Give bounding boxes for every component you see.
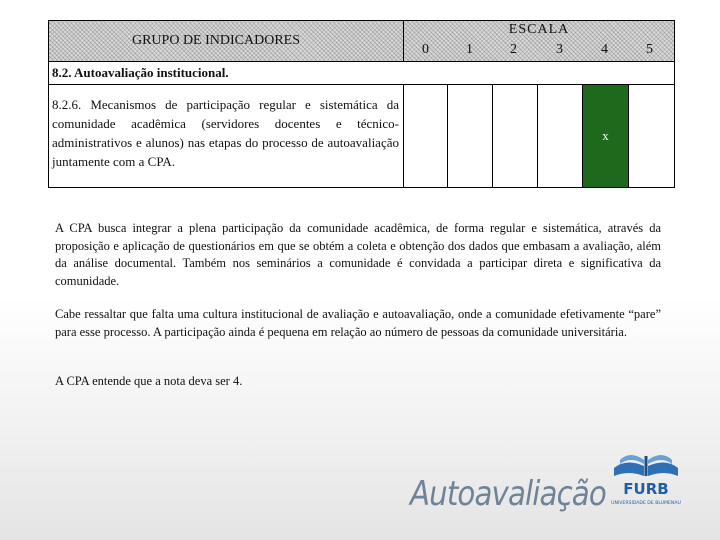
score-cell-0 (404, 85, 448, 188)
scale-title: ESCALA (508, 22, 570, 37)
logo-subtitle: UNIVERSIDADE DE BLUMENAU (611, 501, 681, 506)
criterion-text: 8.2.6. Mecanismos de participação regular e sistemática da comunidade acadêmica (servidores docentes e técnico-administrativos e alunos) nas etapas do processo de autoavaliação juntamente com a CPA. (49, 85, 404, 188)
group-header-cell (49, 21, 404, 62)
paragraph-3: A CPA entende que a nota deva ser 4. (55, 374, 243, 388)
logo-wordmark: FURB (623, 480, 669, 498)
scale-values (404, 42, 674, 60)
scale-header-cell (404, 21, 675, 62)
indicator-table (48, 20, 674, 188)
furb-logo (606, 446, 686, 508)
scale-value-0: 0 (422, 42, 429, 57)
selected-mark: x (602, 128, 609, 143)
scale-value-1: 1 (466, 42, 473, 57)
autoavaliacao-watermark: Autoavaliação (410, 474, 606, 514)
scale-value-5: 5 (646, 42, 653, 57)
paragraph-2: Cabe ressaltar que falta uma cultura institucional de avaliação e autoavaliação, onde a comunidade efetivamente “pare” para esse processo. A participação ainda é pequena em relação ao número de pessoas da comunidade universitária. (55, 307, 661, 339)
score-cell-5 (629, 85, 675, 188)
group-header: GRUPO DE INDICADORES (131, 33, 300, 48)
paragraph-1: A CPA busca integrar a plena participação da comunidade acadêmica, de forma regular e sistemática, através da proposição e aplicação de questionários em que se obtém a coleta e obtenção dos dados que embasam a avaliação, além da análise documental. Também nos seminários a comunidade é convidada a participar direta e significativa da comunidade. (55, 221, 661, 288)
scale-value-3: 3 (556, 42, 563, 57)
score-cell-1 (448, 85, 493, 188)
score-cell-4-selected (583, 85, 629, 188)
score-cell-3 (538, 85, 583, 188)
scale-value-4: 4 (601, 42, 608, 57)
section-title: 8.2. Autoavaliação institucional. (49, 62, 675, 85)
score-cell-2 (493, 85, 538, 188)
scale-value-2: 2 (510, 42, 517, 57)
furb-book-icon (614, 455, 678, 476)
